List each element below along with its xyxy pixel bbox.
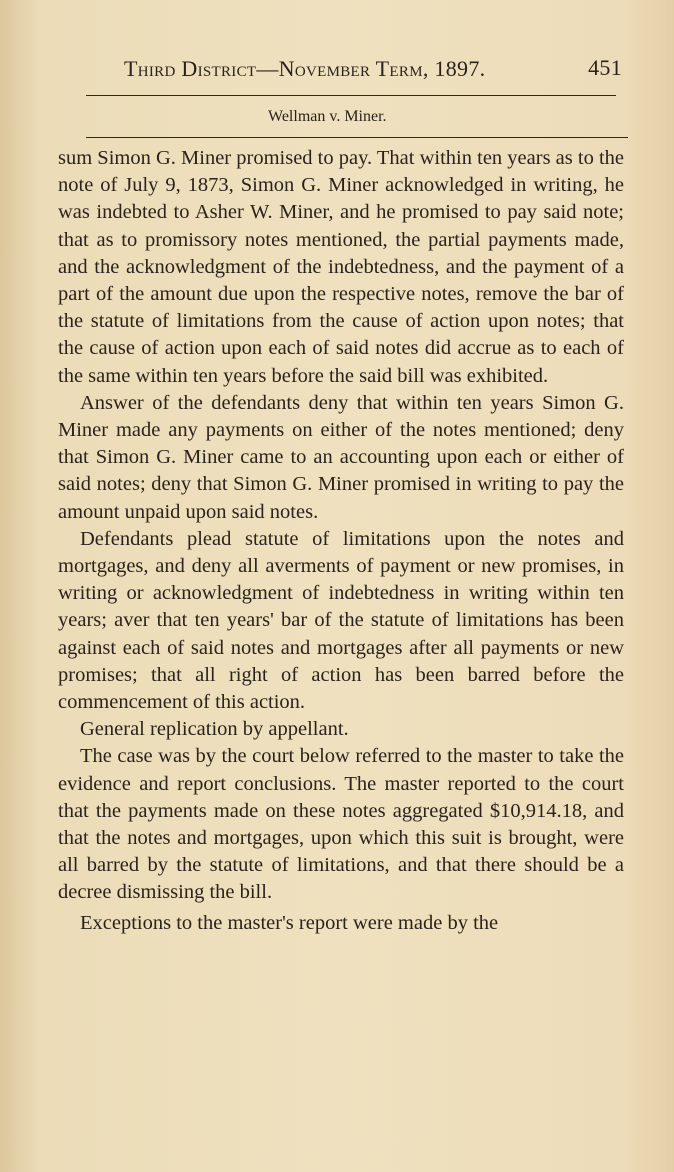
- body-text: [58, 145, 624, 937]
- paragraph-1: sum Simon G. Miner promised to pay. That within ten years as to the note of July 9, 1873, Simon G. Miner acknowledged in writing, he was indebted to Asher W. Miner, and he promised to pay said note; that as to promissory notes mentioned, the partial payments made, and the acknowledgment of the indebtedness, and the payment of a part of the amount due upon the respective notes, remove the bar of the statute of limitations from the cause of action upon notes; that the cause of action upon each of said notes did accrue as to each of the same within ten years before the said bill was exhibited.: [58, 147, 624, 387]
- page-number: 451: [588, 55, 622, 80]
- header-rule-bottom: [86, 137, 628, 138]
- paragraph-6: Exceptions to the master's report were made by the: [80, 911, 499, 934]
- running-title: Third District—November Term, 1897.: [124, 56, 486, 81]
- paragraph-3: Defendants plead statute of limitations upon the notes and mortgages, and deny all averments of payment or new promises, in writing or acknowledgment of indebtedness in writing within ten years; aver that ten years' bar of the statute of limitations has been against each of said notes and mortgages after all payments or new promises; that all right of action has been barred before the commencement of this action.: [58, 527, 624, 714]
- running-head: [124, 56, 622, 86]
- paragraph-4: General replication by appellant.: [80, 718, 349, 741]
- paragraph-2: Answer of the defendants deny that within ten years Simon G. Miner made any payments on either of the notes mentioned; deny that Simon G. Miner came to an accounting upon each or either of said notes; deny that Simon G. Miner promised in writing to pay the amount unpaid upon said notes.: [58, 391, 624, 523]
- paragraph-5: The case was by the court below referred to the master to take the evidence and report conclusions. The master reported to the court that the payments made on these notes aggregated $10,914.18, and that the notes and mortgages, upon which this suit is brought, were all barred by the statute of limitations, and that there should be a decree dismissing the bill.: [58, 745, 624, 904]
- header-rule-top: [86, 95, 616, 96]
- case-title: Wellman v. Miner.: [268, 108, 387, 125]
